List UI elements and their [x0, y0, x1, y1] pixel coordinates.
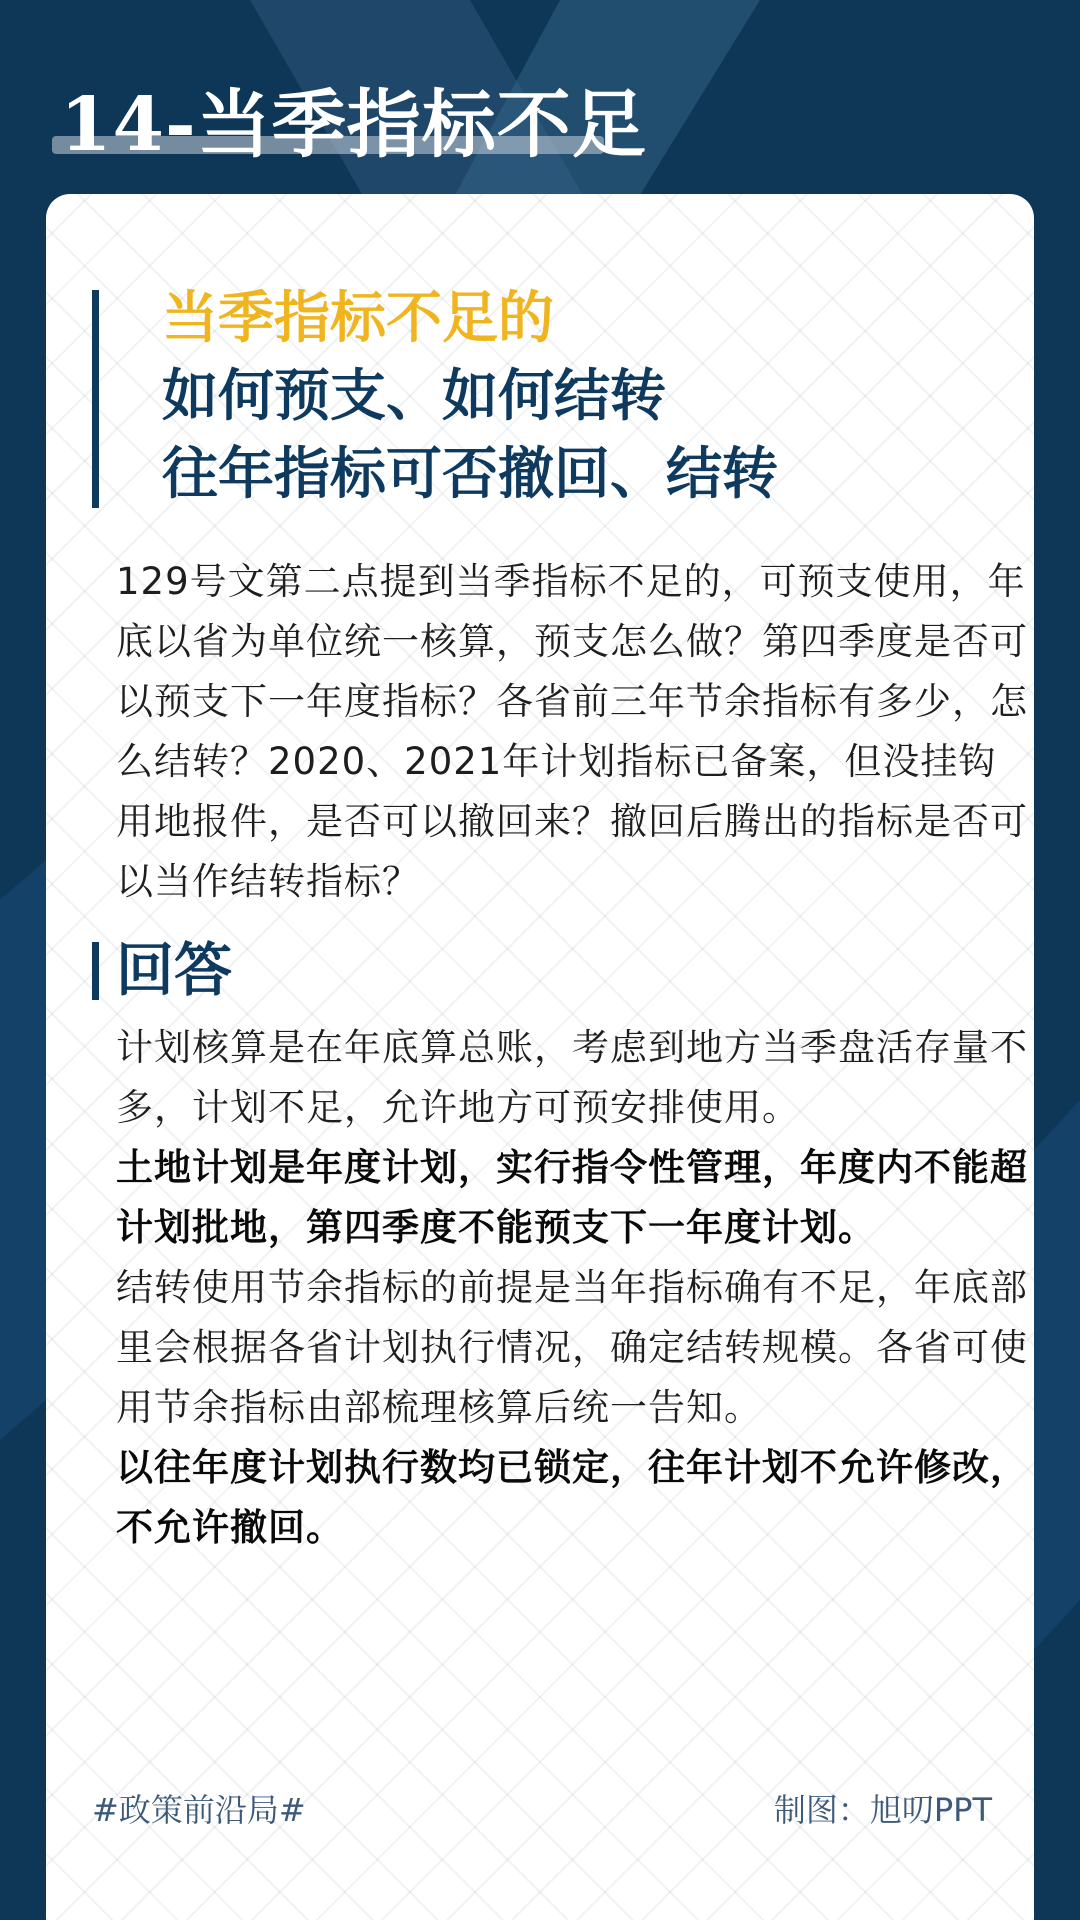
answer-paragraph-3: 结转使用节余指标的前提是当年指标确有不足，年底部里会根据各省计划执行情况，确定结转规模。各省可使用节余指标由部梳理核算后统一告知。: [116, 1266, 1028, 1429]
heading-line-1: 当季指标不足的: [162, 286, 554, 351]
heading-line-2: 如何预支、如何结转: [162, 364, 666, 429]
answer-accent-bar: [92, 942, 99, 1000]
credit-label: 制图：旭叨PPT: [773, 1791, 992, 1829]
page-title: 14-当季指标不足: [60, 82, 647, 168]
answer-paragraph-2: 土地计划是年度计划，实行指令性管理，年度内不能超计划批地，第四季度不能预支下一年度计划。: [116, 1146, 1028, 1249]
answer-paragraph-1: 计划核算是在年底算总账，考虑到地方当季盘活存量不多，计划不足，允许地方可预安排使用。: [116, 1026, 1028, 1129]
content-card: [46, 194, 1034, 1920]
heading-line-3: 往年指标可否撤回、结转: [162, 442, 778, 507]
answer-body: [116, 1018, 1032, 1558]
question-paragraph: 129号文第二点提到当季指标不足的，可预支使用，年底以省为单位统一核算，预支怎么做？第四季度是否可以预支下一年度指标？各省前三年节余指标有多少，怎么结转？2020、2021年计划指标已备案，但没挂钩用地报件，是否可以撤回来？撤回后腾出的指标是否可以当作结转指标？: [116, 560, 1028, 903]
answer-paragraph-4: 以往年度计划执行数均已锁定，往年计划不允许修改，不允许撤回。: [116, 1446, 1028, 1549]
heading-accent-bar: [92, 290, 99, 508]
hashtag-label: #政策前沿局#: [92, 1791, 306, 1829]
answer-heading: 回答: [116, 936, 233, 1004]
